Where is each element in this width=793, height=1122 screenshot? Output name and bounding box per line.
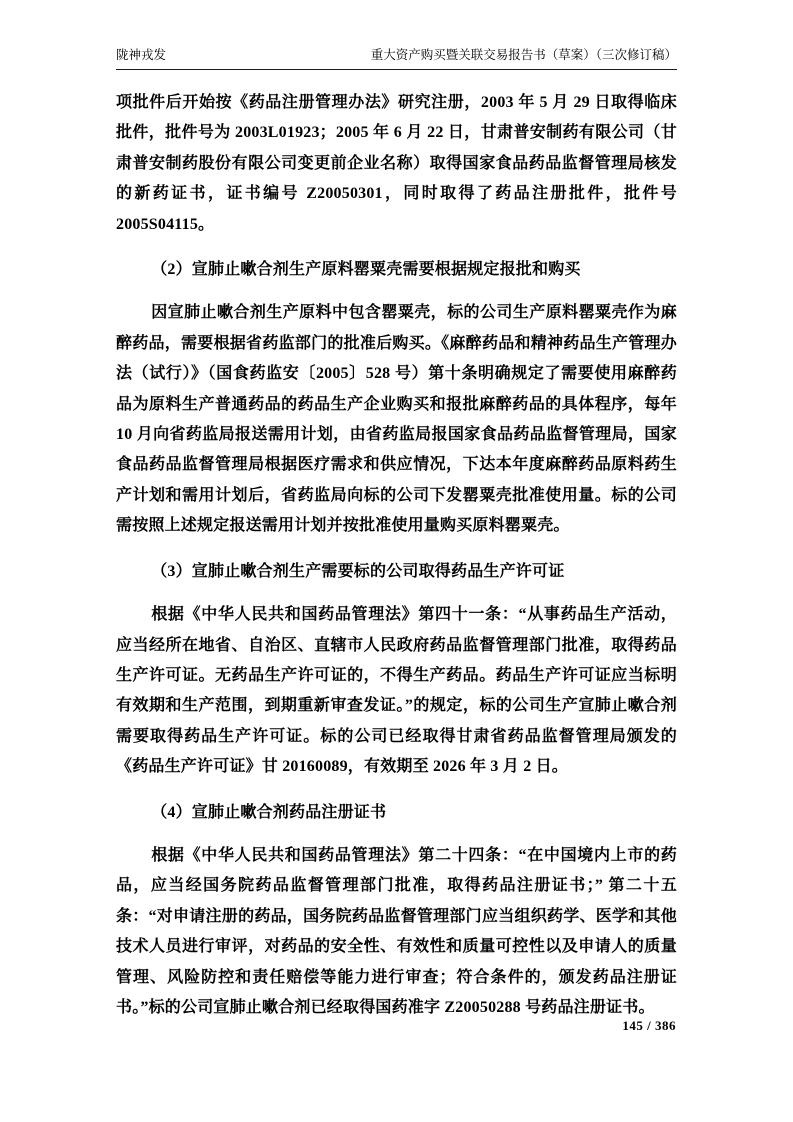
header-company-name: 陇神戎发 (116, 48, 167, 62)
body-paragraph-continuation: 项批件后开始按《药品注册管理办法》研究注册，2003 年 5 月 29 日取得临床批件，批件号为 2003L01923；2005 年 6 月 22 日，甘肃普安制药有限公司（甘肃普安制药股份有限公司变更前企业名称）取得国家食品药品监督管理局核发的新药证书，证书编号 Z20050301，同时取得了药品注册批件，批件号 2005S04115。 (116, 94, 677, 233)
section-heading-2: （2）宣肺止嗽合剂生产原料罂粟壳需要根据规定报批和购买 (151, 261, 581, 279)
body-paragraph-poppy-approval: 因宣肺止嗽合剂生产原料中包含罂粟壳，标的公司生产原料罂粟壳作为麻醉药品，需要根据省药监部门的批准后购买。《麻醉药品和精神药品生产管理办法（试行）》（国食药监安〔2005〕528 号）第十条明确规定了需要使用麻醉药品为原料生产普通药品的药品生产企业购买和报批麻醉药品的具体程序，每年 10 月向省药监局报送需用计划，由省药监局报国家食品药品监督管理局，国家食品药品监督管理局根据医疗需求和供应情况，下达本年度麻醉药品原料药生产计划和需用计划后，省药监局向标的公司下发罂粟壳批准使用量。标的公司需按照上述规定报送需用计划并按批准使用量购买原料罂粟壳。 (116, 304, 677, 535)
body-paragraph-production-license: 根据《中华人民共和国药品管理法》第四十一条：“从事药品生产活动，应当经所在地省、自治区、直辖市人民政府药品监督管理部门批准，取得药品生产许可证。无药品生产许可证的，不得生产药品。药品生产许可证应当标明有效期和生产范围，到期重新审查发证。”的规定，标的公司生产宣肺止嗽合剂需要取得药品生产许可证。标的公司已经取得甘肃省药品监督管理局颁发的《药品生产许可证》甘 20160089，有效期至 2026 年 3 月 2 日。 (116, 606, 677, 776)
section-heading-4: （4）宣肺止嗽合剂药品注册证书 (151, 803, 387, 821)
page-number: 145 / 386 (622, 1018, 676, 1033)
section-heading-3: （3）宣肺止嗽合剂生产需要标的公司取得药品生产许可证 (151, 562, 565, 580)
page-header (116, 47, 677, 70)
header-report-title: 重大资产购买暨关联交易报告书（草案）（三次修订稿） (370, 48, 677, 62)
body-paragraph-registration-certificate: 根据《中华人民共和国药品管理法》第二十四条：“在中国境内上市的药品，应当经国务院药品监督管理部门批准，取得药品注册证书；” 第二十五条：“对申请注册的药品，国务院药品监督管理部门应当组织药学、医学和其他技术人员进行审评，对药品的安全性、有效性和质量可控性以及申请人的质量管理、风险防控和责任赔偿等能力进行审查；符合条件的，颁发药品注册证书。”标的公司宣肺止嗽合剂已经取得国药准字 Z20050288 号药品注册证书。 (116, 846, 677, 1016)
document-body (116, 88, 677, 1023)
